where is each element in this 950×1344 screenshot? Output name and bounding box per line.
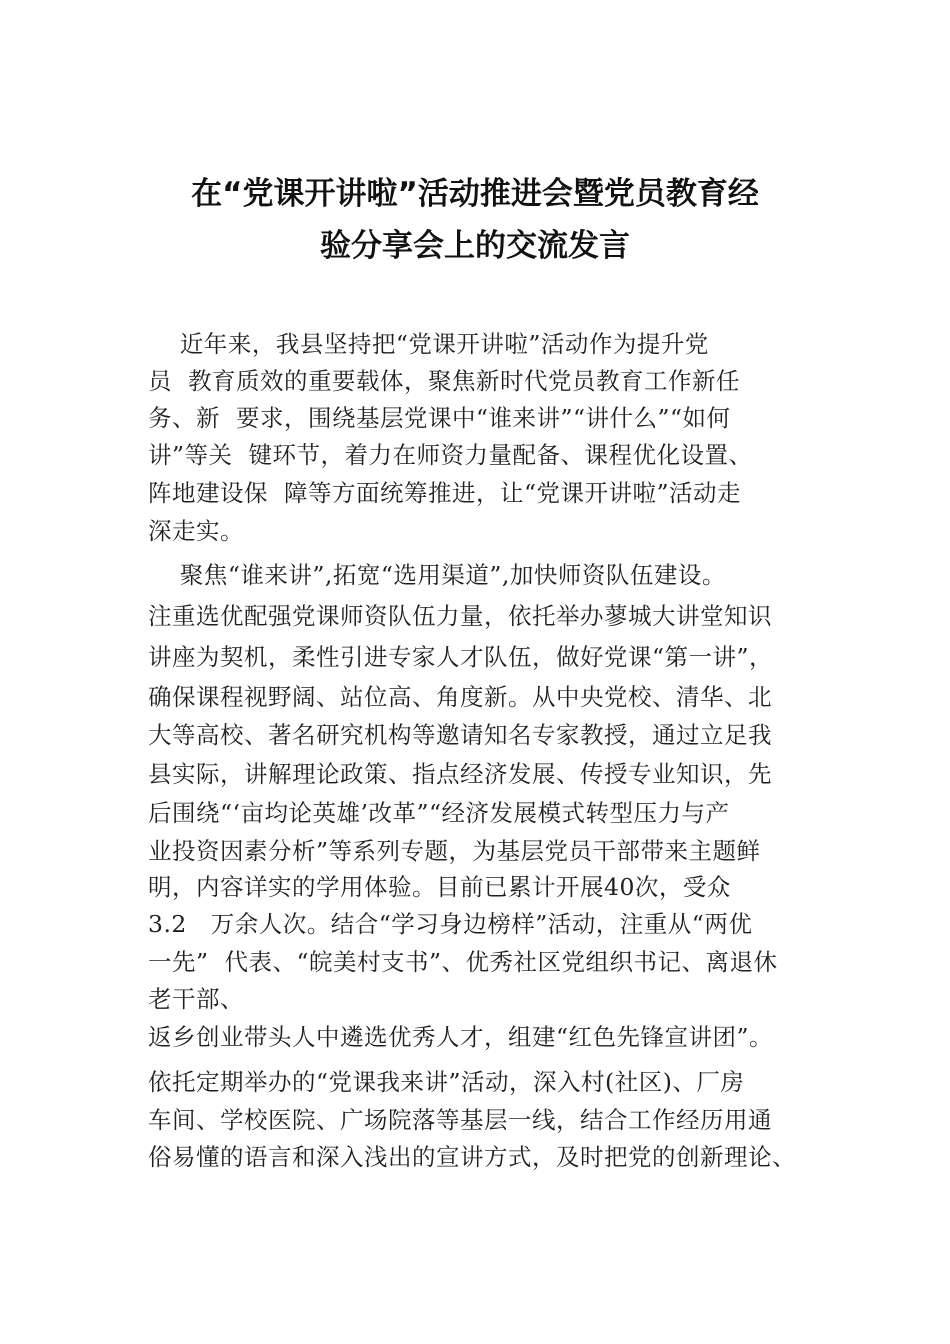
paragraph-2-line: 老干部、 [148,985,244,1013]
paragraph-2-line: 确保课程视野阔、站位高、角度新。从中央党校、清华、北 [148,683,772,711]
paragraph-2-line: 依托定期举办的“党课我来讲”活动，深入村(社区)、厂房 [148,1068,745,1096]
paragraph-1-line: 近年来，我县坚持把“党课开讲啦”活动作为提升党 [148,330,709,358]
paragraph-1-line: 阵地建设保 障等方面统筹推进，让“党课开讲啦”活动走 [148,479,741,507]
paragraph-1-line: 讲”等关 键环节，着力在师资力量配备、课程优化设置、 [148,441,753,469]
paragraph-2-line: 大等高校、著名研究机构等邀请知名专家教授，通过立足我 [148,721,772,749]
paragraph-2-line: 3.2 万余人次。结合“学习身边榜样”活动，注重从“两优 [148,910,753,938]
paragraph-2-line: 讲座为契机，柔性引进专家人才队伍，做好党课“第一讲”， [148,643,774,671]
paragraph-1-line: 深走实。 [148,517,244,545]
paragraph-2-line: 俗易懂的语言和深入浅出的宣讲方式，及时把党的创新理论、 [148,1143,796,1171]
paragraph-2-line: 一先” 代表、“皖美村支书”、优秀社区党组织书记、离退休 [148,948,778,976]
paragraph-2-line: 后围绕“‘亩均论英雄’改革”“经济发展模式转型压力与产 [148,799,730,827]
paragraph-2-line: 返乡创业带头人中遴选优秀人才，组建“红色先锋宣讲团”。 [148,1023,774,1051]
paragraph-2-line: 注重选优配强党课师资队伍力量，依托举办蓼城大讲堂知识 [148,602,772,630]
paragraph-2-line: 聚焦“谁来讲”,拓宽“选用渠道”,加快师资队伍建设。 [148,561,726,589]
paragraph-2-line: 明，内容详实的学用体验。目前已累计开展40次，受众 [148,873,731,901]
paragraph-2-line: 业投资因素分析”等系列专题，为基层党员干部带来主题鲜 [148,837,761,865]
document-title-line-1: 在“党课开讲啦”活动推进会暨党员教育经 [191,176,759,212]
paragraph-2-line: 车间、学校医院、广场院落等基层一线，结合工作经历用通 [148,1106,772,1134]
document-title-line-2: 验分享会上的交流发言 [320,228,630,264]
paragraph-1-line: 务、新 要求，围绕基层党课中“谁来讲”“讲什么”“如何 [148,404,731,432]
paragraph-1-line: 员 教育质效的重要载体，聚焦新时代党员教育工作新任 [148,367,740,395]
paragraph-2-line: 县实际，讲解理论政策、指点经济发展、传授专业知识，先 [148,760,772,788]
